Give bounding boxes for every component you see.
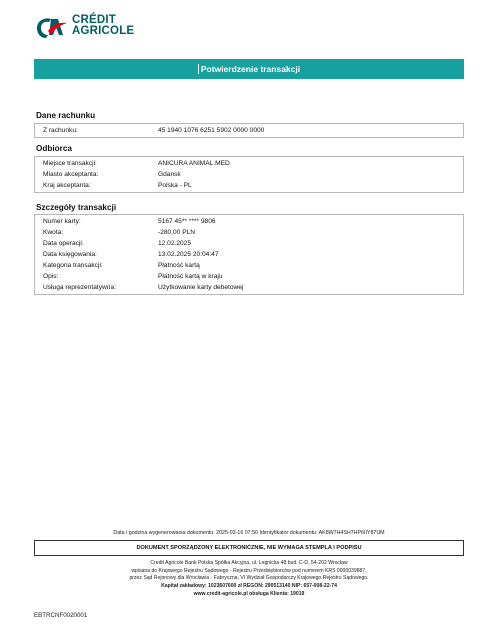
stamp-note-text: DOKUMENT SPORZĄDZONY ELEKTRONICZNIE, NIE WYMAGA STEMPLA I PODPISU	[136, 545, 362, 551]
row-value: Polska - PL	[158, 182, 192, 189]
account-box	[34, 123, 464, 138]
recipient-box	[34, 156, 464, 193]
row-value: Płatność kartą	[158, 262, 200, 269]
row-value: ANICURA ANIMAL.MED	[158, 160, 230, 167]
bank-info	[34, 560, 464, 599]
bank-info-line: wpisana do Krajowego Rejestru Sądowego - Rejestru Przedsiębiorców pod numerem KRS 0000039887,	[131, 567, 367, 574]
row-label: Usługa reprezentatywna:	[43, 284, 116, 291]
details-row	[35, 216, 463, 227]
row-label: Data operacji:	[43, 240, 84, 247]
row-label: Opis:	[43, 273, 59, 280]
section-title-account: Dane rachunku	[36, 111, 96, 120]
generation-info: Data i godzina wygenerowania dokumentu: 2025-03-16 07:50 Identyfikator dokumentu: AK8W7H4SH7HP6IIY87UM	[113, 530, 385, 536]
bank-info-line: www.credit-agricole.pl obsługa Klienta: 19019	[193, 590, 305, 597]
brand-logo	[34, 15, 174, 39]
title-bar	[34, 59, 464, 79]
details-row	[35, 271, 463, 282]
row-value: Gdansk	[158, 171, 181, 178]
row-label: Z rachunku:	[43, 127, 78, 134]
row-value: 5167 45** **** 9806	[158, 218, 216, 225]
bank-info-line: Kapitał zakładowy: 1023607600 zł REGON: 290513140 NIP: 657-008-22-74	[161, 583, 337, 590]
brand-line-2: AGRICOLE	[72, 25, 135, 37]
row-label: Numer karty:	[43, 218, 81, 225]
row-value: 45 1940 1076 6251 5902 0000 0000	[158, 127, 265, 134]
recipient-row	[35, 180, 463, 191]
row-value: 13.02.2025 20:04:47	[158, 251, 219, 258]
row-value: -280,00 PLN	[158, 229, 196, 236]
details-row	[35, 260, 463, 271]
bank-info-line: Credit Agricole Bank Polska Spółka Akcyjna, ul. Legnicka 48 bud. C-D, 54-202 Wrocław	[150, 560, 348, 566]
credit-agricole-logo-icon	[34, 15, 68, 39]
details-row	[35, 227, 463, 238]
document-code: EBTRCNF0020001	[34, 612, 88, 619]
details-row	[35, 238, 463, 249]
recipient-row	[35, 158, 463, 169]
row-value: Użytkowanie karty debetowej	[158, 284, 244, 291]
page-title: Potwierdzenie transakcji	[198, 64, 300, 74]
row-label: Miasto akceptanta:	[43, 171, 99, 178]
recipient-row	[35, 169, 463, 180]
row-value: Płatność kartą w kraju	[158, 273, 223, 280]
row-label: Kategoria transakcji:	[43, 262, 103, 269]
electronic-document-note	[34, 540, 464, 556]
brand-wordmark	[72, 15, 134, 37]
details-box	[34, 214, 464, 295]
section-title-recipient: Odbiorca	[36, 144, 72, 153]
row-label: Kwota:	[43, 229, 64, 236]
details-row	[35, 282, 463, 293]
account-row	[35, 125, 463, 136]
details-row	[35, 249, 463, 260]
row-value: 12.02.2025	[158, 240, 192, 247]
bank-info-line: przez Sąd Rejonowy dla Wrocławia - Fabryczna, VI Wydział Gospodarczy Krajowego Rejestru Sądowego.	[129, 575, 369, 582]
row-label: Data księgowania:	[43, 251, 97, 258]
row-label: Kraj akceptanta:	[43, 182, 91, 189]
section-title-details: Szczegóły transakcji	[36, 203, 117, 212]
brand-line-1: CRÉDIT	[72, 14, 117, 26]
row-label: Miejsce transakcji:	[43, 160, 97, 167]
